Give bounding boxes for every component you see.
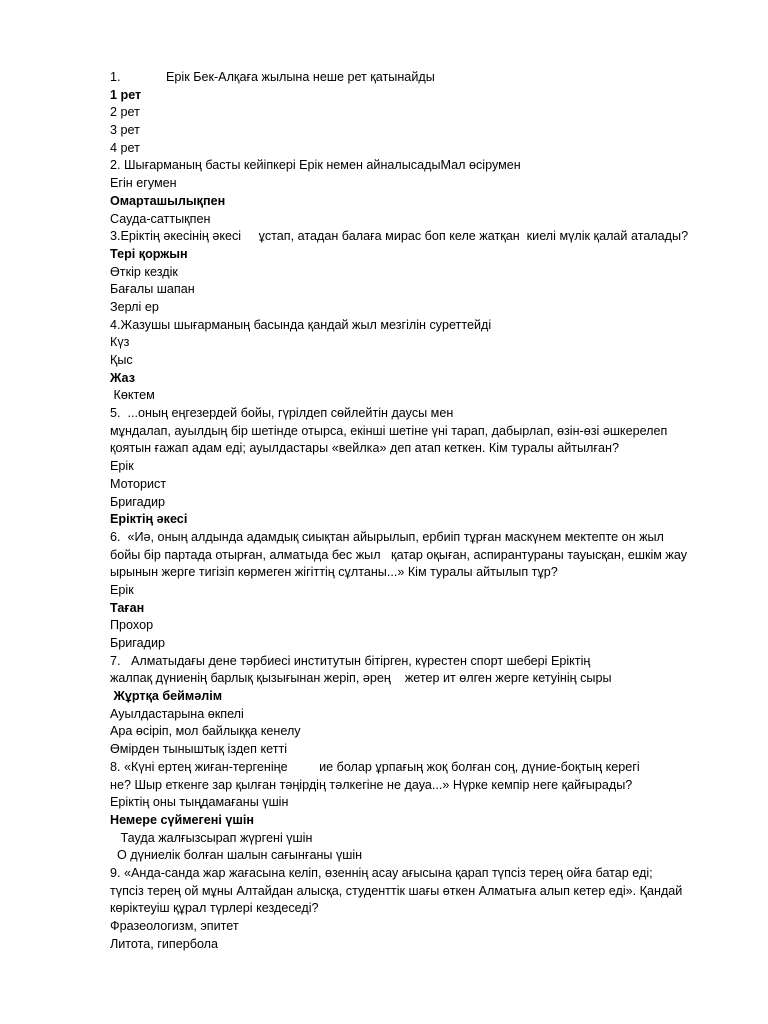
text-line [110,706,740,724]
line-text: Көктем [110,388,155,403]
document-page [110,69,740,953]
line-text: Фразеологизм, эпитет [110,919,239,933]
line-text: 3.Еріктің әкесінің әкесі ұстап, атадан балаға мирас боп келе жатқан киелі мүлік қалай аталады? [110,229,689,244]
text-line [110,617,740,635]
answer-line-correct [110,246,740,264]
text-line [110,918,740,936]
line-text: 1 рет [110,87,142,102]
line-text: 3 рет [110,123,140,138]
line-text: 7. Алматыдағы дене тәрбиесі институтын бітірген, күрестен спорт шебері Еріктің [110,653,591,668]
text-line [110,564,740,582]
text-line [110,653,740,671]
line-text: Сауда-саттықпен [110,211,211,226]
line-text: Тері қоржын [110,246,188,261]
line-text: 2 рет [110,105,140,120]
line-text: Жаз [110,370,135,385]
line-text: Күз [110,335,130,350]
line-text: Таған [110,600,145,615]
line-text: 2. Шығарманың басты кейіпкері Ерік немен айналысадыМал өсірумен [110,158,521,173]
line-text: Қыс [110,353,133,367]
answer-line-correct [110,600,740,618]
text-line [110,281,740,299]
text-line [110,387,740,405]
text-line [110,334,740,352]
text-line [110,440,740,458]
text-line [110,211,740,229]
text-line [110,423,740,441]
text-line [110,175,740,193]
line-text: О дүниелік болған шалын сағынғаны үшін [110,848,363,863]
text-line [110,228,740,246]
line-text: Өмірден тыныштық іздеп кетті [110,742,288,757]
line-text: Литота, гипербола [110,936,219,951]
answer-line-correct [110,688,740,706]
line-text: Омарташылықпен [110,193,226,208]
text-line [110,264,740,282]
line-text: көріктеуіш құрал түрлері кездеседі? [110,901,319,916]
line-text: қоятын ғажап адам еді; ауылдастары «вейлка» деп атап кеткен. Кім туралы айтылған? [110,441,619,456]
text-line [110,352,740,370]
text-line [110,635,740,653]
text-line [110,69,740,87]
line-text: Ауылдастарына өкпелі [110,706,244,721]
text-line [110,122,740,140]
text-line [110,723,740,741]
text-line [110,547,740,565]
text-line [110,494,740,512]
line-text: Еріктің оны тыңдамағаны үшін [110,795,289,810]
answer-line-correct [110,370,740,388]
text-line [110,900,740,918]
line-text: не? Шыр еткенге зар қылған тәңірдің тәлкегіне не дауа...» Нүрке кемпір неге қайғырады? [110,777,633,792]
line-text: Егін егумен [110,176,177,191]
line-text: Ерік Бек-Алқаға жылына неше рет қатынайды [166,70,435,84]
line-text: Жұртқа беймәлім [110,689,223,704]
text-line [110,299,740,317]
text-line [110,777,740,795]
text-line [110,157,740,175]
line-text: Бағалы шапан [110,282,195,297]
line-text: 5. ...оның еңгезердей бойы, гүрілдеп сөйлейтін даусы мен [110,406,454,421]
answer-line-correct [110,87,740,105]
text-line [110,936,740,954]
line-text: Ерік [110,582,134,597]
text-line [110,847,740,865]
line-text: жалпақ дүниенің барлық қызығынан жеріп, әрең жетер ит өлген жерге кетуінің сыры [110,671,612,686]
line-text: Моторист [110,476,167,491]
answer-line-correct [110,193,740,211]
question-number: 1. [110,70,121,84]
answer-line-correct [110,812,740,830]
line-text: Бригадир [110,494,166,509]
text-line [110,317,740,335]
line-text: Ара өсіріп, мол байлыққа кенелу [110,724,301,739]
text-line [110,670,740,688]
text-line [110,529,740,547]
text-line [110,405,740,423]
line-text: Прохор [110,618,154,633]
line-text: Зерлі ер [110,299,159,314]
line-text: түпсіз терең ой мұны Алтайдан алысқа, студенттік шағы өткен Алматыға алып кетер еді». Қандай [110,883,683,898]
text-line [110,582,740,600]
line-text: 4.Жазушы шығарманың басында қандай жыл мезгілін суреттейді [110,317,492,332]
line-text: мұндалап, ауылдың бір шетінде отырса, екінші шетіне үні тарап, дабырлап, өзін-өзі әшкерелеп [110,423,668,438]
line-text: 4 рет [110,140,140,155]
text-line [110,759,740,777]
line-text: Өткір кездік [110,264,178,279]
text-line [110,458,740,476]
line-text: Еріктің әкесі [110,512,188,527]
text-line [110,830,740,848]
text-line [110,865,740,883]
text-line [110,883,740,901]
line-text: Немере сүймегені үшін [110,812,254,827]
line-text: Тауда жалғызсырап жүргені үшін [110,830,313,845]
line-text: ырынын жерге тигізіп көрмеген жігіттің сұлтаны...» Кім туралы айтылып тұр? [110,565,558,580]
text-line [110,104,740,122]
text-line [110,476,740,494]
line-text: 9. «Анда-санда жар жағасына келіп, өзеннің асау ағысына қарап түпсіз терең ойға батар еді; [110,865,653,880]
line-text: Бригадир [110,636,166,650]
line-text: 8. «Күні ертең жиған-тергеніңе ие болар ұрпағың жоқ болған соң, дүние-боқтың керегі [110,759,640,774]
text-line [110,741,740,759]
text-line [110,794,740,812]
line-text: 6. «Иә, оның алдында адамдық сиықтан айырылып, ербиіп тұрған маскүнем мектепте он жыл [110,529,664,544]
line-text: Ерік [110,459,134,474]
text-line [110,140,740,158]
answer-line-correct [110,511,740,529]
line-text: бойы бір партада отырған, алматыда бес жыл қатар оқыған, аспирантураны тауысқан, ешкім жау [110,547,687,562]
